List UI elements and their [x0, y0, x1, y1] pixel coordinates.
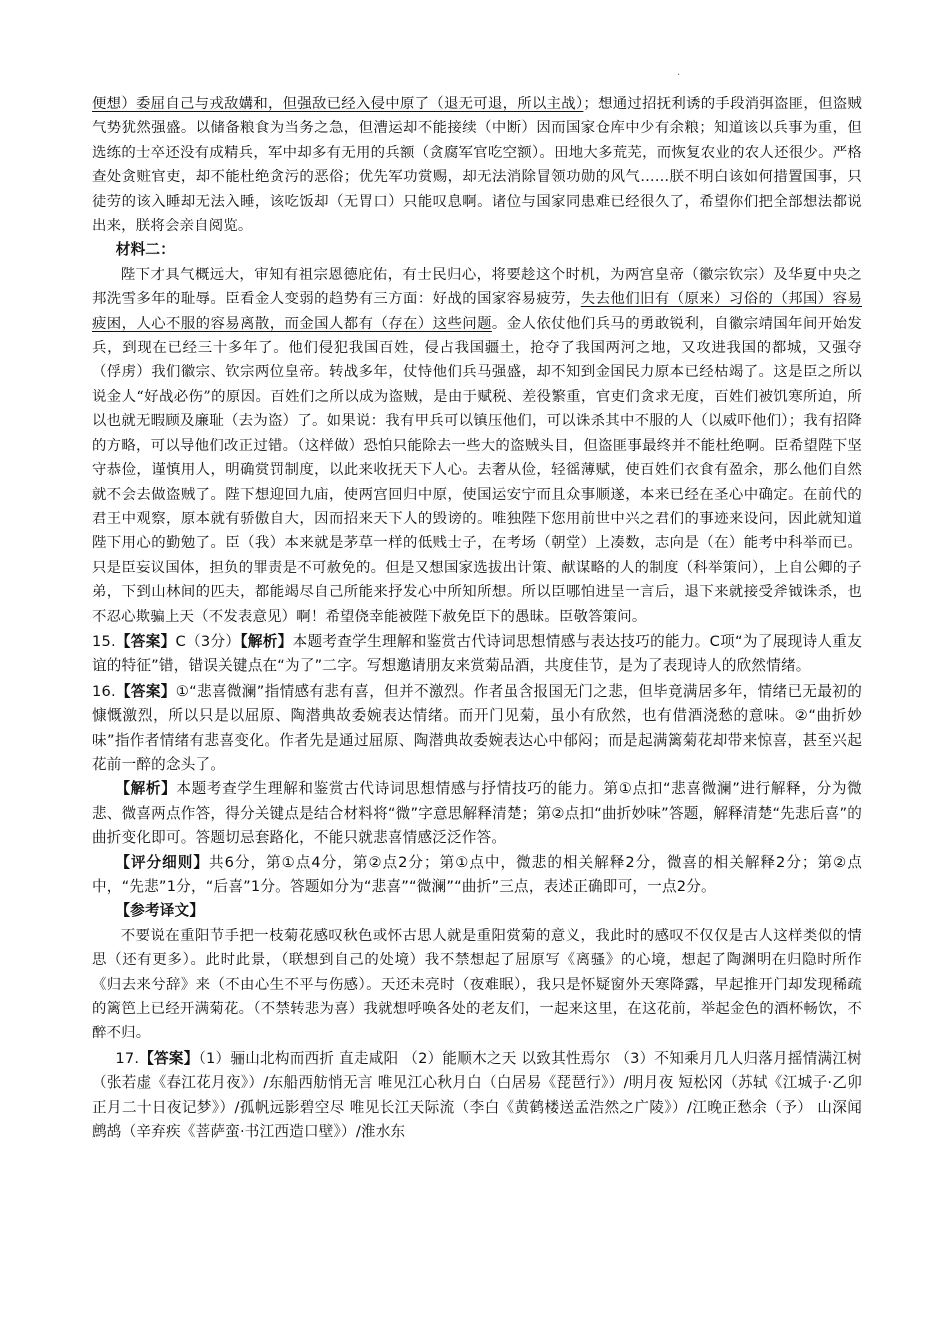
question-16-translation: 不要说在重阳节手把一枝菊花感叹秋色或怀古思人就是重阳赏菊的意义，我此时的感叹不仅仅是古人这样类似的情思（还有更多）。此时此景，（联想到自己的处境）我不禁想起了屈原写《离骚》的心境，想起了陶渊明在归隐时所作《归去来兮辞》来（不由心生不平与伤感）。天还未亮时（夜难眠），我只是怀疑窗外天寒降露，早起推开门却发现稀疏的篱笆上已经开满菊花。（不禁转悲为喜）我就想呼唤各处的老友们，一起来这里，在这花前，举起金色的酒杯畅饮，不醉不归。 [92, 927, 862, 1042]
question-number: 16. [92, 682, 116, 700]
paragraph-text: ；想通过招抚利诱的手段消弭盗匪，但盗贼气势犹然强盛。以储备粮食为当务之急，但漕运却不能接续（中断）因而国家仓库中少有余粮；知道该以兵事为重，但选练的士卒还没有成精兵，军中却多有无用的兵额（贪腐军官吃空额）。田地大多荒芜，而恢复农业的农人还很少。严格查处贪赃官吏，却不能杜绝贪污的恶俗；优先军功赏赐，却无法消除冒领功勋的风气……朕不明白该如何措置国事，只徒劳的该入睡却无法入睡，该吃饭却（无胃口）只能叹息啊。诸位与国家同患难已经很久了，希望你们把全部想法都说出来，朕将会亲自阅览。 [92, 96, 862, 235]
question-16-analysis [92, 777, 862, 850]
answer-text: （1）骊山北构而西折 直走咸阳 （2）能顺木之天 以致其性焉尔 （3）不知乘月几人归落月摇情满江树（张若虚《春江花月夜》）/东船西舫悄无言 唯见江心秋月白（白居易《琵琶行》）/明月夜 短松冈（苏轼《江城子·乙卯正月二十日夜记梦》）/孤帆远影碧空尽 唯见长江天际流（李白《黄鹤楼送孟浩然之广陵》）/江晚正愁余（予） 山深闻鹧鸪（辛弃疾《菩萨蛮·书江西造口壁》）/淮水东 [92, 1049, 862, 1141]
material2-heading: 材料二： [115, 241, 175, 259]
underlined-sentence: 失去他们旧有（原来）习俗的（邦国）容易疲困，人心不服的容易离散，而金国人都有（存在）这些问题 [92, 291, 862, 332]
analysis-tag: 【解析】 [115, 780, 177, 798]
answer-tag: 【答案】 [115, 682, 176, 700]
answer-text: ①“悲喜微澜”指情感有悲有喜，但并不激烈。作者虽含报国无门之悲，但毕竟满居多年，情绪已无最初的慷慨激烈，所以只是以屈原、陶潜典故委婉表达情绪。而开门见菊，虽小有欣然，也有借酒浇愁的意味。②“曲折妙味”指作者情绪有悲喜变化。作者先是通过屈原、陶潜典故委婉表达心中郁闷；而是起满篱菊花却带来惊喜，甚至兴起花前一醉的念头了。 [92, 682, 862, 773]
scoring-text: 共6分，第①点4分，第②点2分；第①点中，微悲的相关解释2分，微喜的相关解释2分；第②点中，“先悲”1分，“后喜”1分。答题如分为“悲喜”“微澜”“曲折”三点，表述正确即可，一点2分。 [92, 853, 863, 895]
analysis-tag: 【解析】 [240, 632, 293, 650]
question-number: 17. [115, 1049, 140, 1067]
document-body [92, 92, 862, 1144]
material1-tail-paragraph [92, 92, 862, 238]
paragraph-text: 陛下才具气概远大，审知有祖宗恩德庇佑，有士民归心，将要趁这个时机，为两宫皇帝（徽宗钦宗）及华夏中央之邦洗雪多年的耻辱。臣看金人变弱的趋势有三方面：好战的国家容易疲劳， [92, 266, 862, 308]
paragraph-text: 。金人依仗他们兵马的勇敢锐利，自徽宗靖国年间开始发兵，到现在已经三十多年了。他们侵犯我国百姓，侵占我国疆土，抢夺了我国两河之地，又攻进我国的都城，又强夺（俘虏）我们徽宗、钦宗两位皇帝。转战多年，仗恃他们兵马强盛，却不知到金国民力原本已经枯竭了。这是臣之所以说金人“好战必伤”的原因。百姓们之所以成为盗贼，是由于赋税、差役繁重，官吏们贪求无度，百姓们被饥寒所迫，所以也就无暇顾及廉耻（去为盗）了。如果说：我有甲兵可以镇压他们，可以诛杀其中不服的人（以威吓他们）；我有招降的方略，可以导他们改正过错。（这样做）恐怕只能除去一些大的盗贼头目，但盗匪事最终并不能杜绝啊。臣希望陛下坚守恭俭，谨慎用人，明确赏罚制度，以此来收抚天下人心。去奢从俭，轻徭薄赋，使百姓们衣食有盈余，那么他们自然就不会去做盗贼了。陛下想迎回九庙，使两宫回归中原，使国运安宁而且众事顺遂，本来已经在圣心中确定。在前代的君王中观察，原本就有骄傲自大，因而招来天下人的毁谤的。唯独陛下您用前世中兴之君们的事迹来设问，因此就知道陛下用心的勤勉了。臣（我）本来就是茅草一样的低贱士子，在考场（朝堂）上凑数，志向是（在）能考中科举而已。只是臣妄议国体，担负的罪责是不可赦免的。但是又想国家选拔出计策、献谋略的人的制度（科举策问），上自公卿的子弟，下到山林间的匹夫，都能竭尽自己所能来抒发心中所知所想。所以臣哪怕进呈一言后，退下来就接受斧钺诛杀，也不忍心欺骗上天（不发表意见）啊！希望侥幸能被陛下赦免臣下的愚昧。臣敬答策问。 [92, 315, 862, 625]
header-mark: · [677, 70, 681, 81]
scoring-tag: 【评分细则】 [115, 853, 209, 871]
material2-paragraph [92, 263, 862, 629]
question-16-scoring [92, 851, 862, 900]
question-number: 15. [92, 632, 116, 650]
question-15-answer [92, 630, 862, 679]
question-17-answer [92, 1047, 862, 1145]
answer-text: C（3分） [175, 632, 241, 650]
analysis-text: 本题考查学生理解和鉴赏古代诗词思想情感与抒情技巧的能力。第①点扣“悲喜微澜”进行解释，分为微悲、微喜两点作答，得分关键点是结合材料将“微”字意思解释清楚；第②点扣“曲折妙味”答题，解释清楚“先悲后喜”的曲折变化即可。答题切忌套路化，不能只就悲喜情感泛泛作答。 [92, 780, 862, 847]
answer-tag: 【答案】 [139, 1049, 199, 1067]
answer-tag: 【答案】 [115, 632, 176, 650]
question-16-translation-heading: 【参考译文】 [115, 902, 205, 920]
question-16-answer [92, 680, 862, 778]
underlined-sentence: 便想）委屈自己与戎敌媾和，但强敌已经入侵中原了（退无可退，所以主战） [92, 96, 584, 112]
analysis-text: 本题考查学生理解和鉴赏古代诗词思想情感与表达技巧的能力。C项“为了展现诗人重友谊的特征”错，错误关键点在“为了”二字。写想邀请朋友来赏菊品酒，共度佳节，是为了表现诗人的欣然情绪。 [92, 632, 862, 675]
